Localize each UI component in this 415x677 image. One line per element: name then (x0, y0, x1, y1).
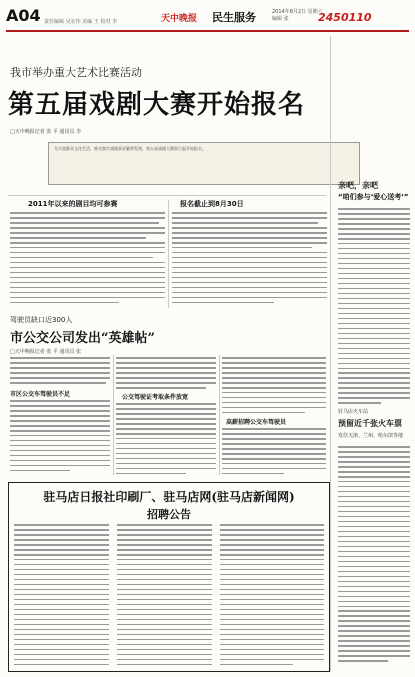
mid-col3-body (222, 357, 326, 417)
header-rule (6, 30, 409, 32)
lead-byline: □天中晚报记者 张 平 通讯员 李 (10, 129, 82, 135)
lead-summary: 为丰富群众文化生活，推动我市戏剧事业繁荣发展，第五届戏剧大赛即日起开始报名。 (48, 142, 360, 185)
mid-col3-body-2 (222, 428, 326, 478)
col2-title: 报名截止到8月30日 (180, 200, 244, 208)
section-divider (8, 195, 326, 196)
issue-date: 2014年8月2日 星期六 (272, 9, 323, 15)
mid-byline: □天中晚报记者 张 平 通讯员 张 (10, 349, 82, 355)
side-sub-3: 发往天津、兰州、哈尔滨等地 (338, 433, 404, 439)
mid-kicker: 驾驶员缺口近300人 (10, 316, 73, 324)
side-body-2 (338, 446, 410, 665)
recruitment-title: 驻马店日报社印刷厂、驻马店网(驻马店新闻网) (43, 490, 295, 504)
side-kicker: 驻马店火车站 (338, 409, 369, 415)
column-rule (168, 200, 169, 308)
side-title-1: 亲吧，亲吧 (338, 181, 378, 190)
side-body-1 (338, 208, 410, 407)
mid-col1-body-2 (10, 400, 110, 475)
recruitment-subtitle: 招聘公告 (147, 508, 191, 521)
page-header (0, 0, 415, 44)
col1-body (10, 212, 165, 307)
editor-meta: 责任编辑 吴宏伟 美编 王 校对 李 (44, 19, 117, 25)
recruit-col1 (14, 524, 109, 669)
mid-column-rule-2 (219, 355, 220, 475)
mid-col2-body (116, 357, 216, 392)
mid-sub3: 高薪招聘公交车驾驶员 (226, 419, 287, 426)
mid-sub1: 市区公交车驾驶员不足 (10, 391, 71, 398)
section-label: 民生服务 (212, 11, 256, 24)
lead-headline: 第五届戏剧大赛开始报名 (8, 90, 306, 120)
mid-col2-body-2 (116, 403, 216, 478)
page-number: A04 (6, 6, 41, 25)
recruit-col2 (117, 524, 212, 669)
mid-col1-body (10, 357, 110, 387)
side-column-rule (330, 36, 331, 672)
side-title-3: 预留近千张火车票 (338, 419, 402, 428)
lead-kicker: 我市举办重大艺术比赛活动 (10, 66, 142, 79)
paper-name: 天中晚报 (161, 14, 198, 24)
col1-title: 2011年以来的剧目均可参赛 (28, 200, 118, 208)
col2-body (172, 212, 327, 307)
recruit-col3 (220, 524, 324, 669)
mid-sub2: 公交驾驶证考取条件放宽 (122, 394, 189, 401)
side-title-2: “咱们参与‘爱心送考’” (338, 193, 409, 201)
mid-column-rule-1 (113, 355, 114, 475)
mid-headline: 市公交公司发出“英雄帖” (10, 331, 155, 346)
service-hotline: 2450110 (318, 11, 372, 24)
issue-editor: 编辑 张 (272, 16, 289, 22)
